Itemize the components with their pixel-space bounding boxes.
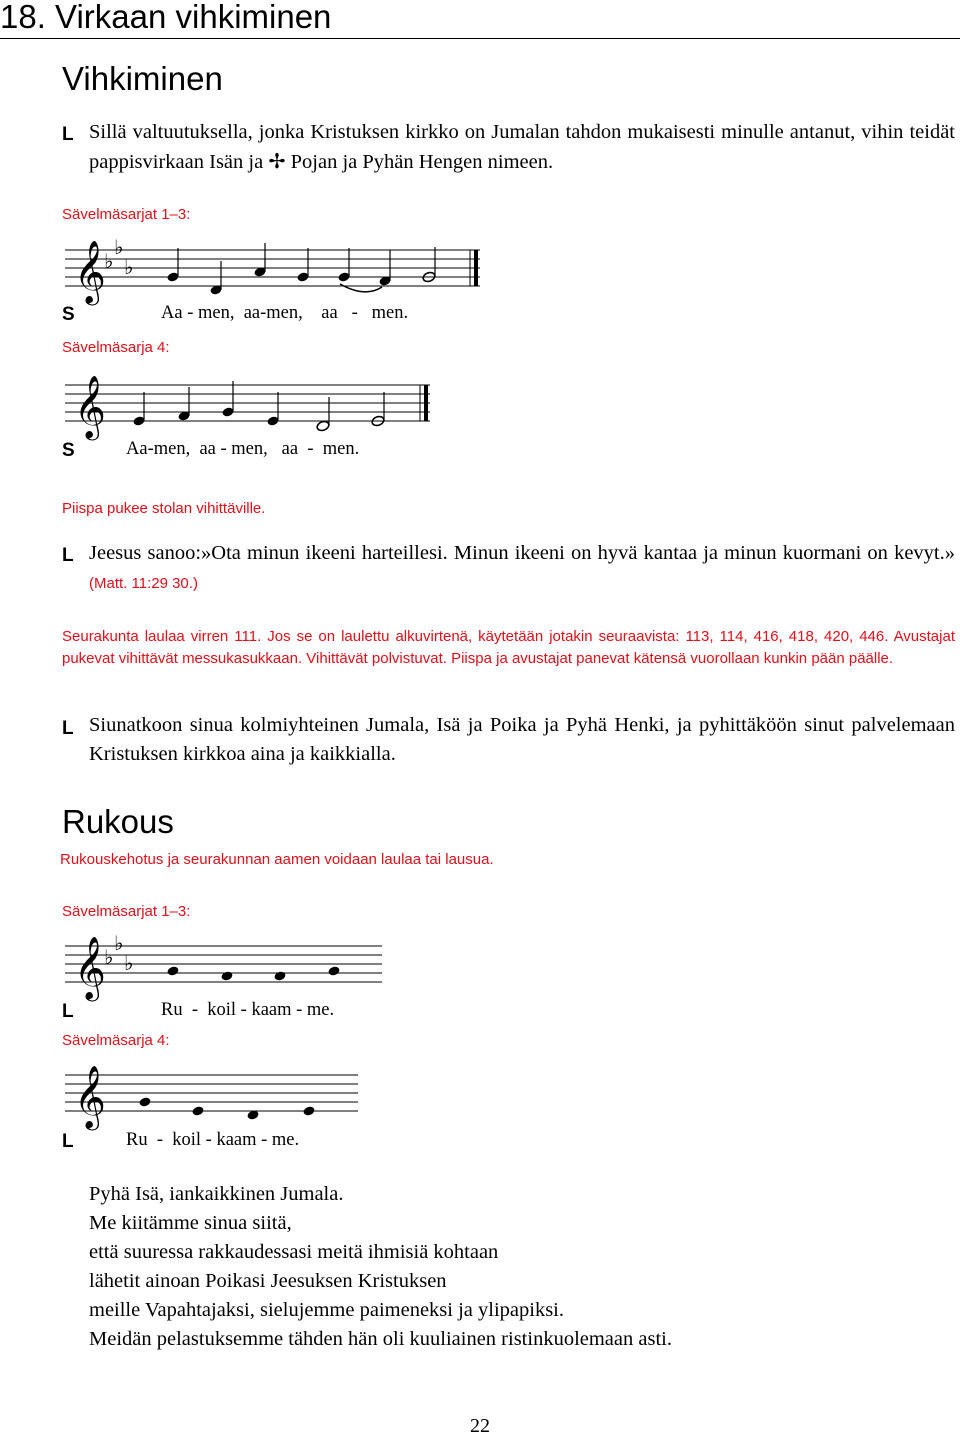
notes xyxy=(138,1096,315,1120)
blessing-text: Siunatkoon sinua kolmiyhteinen Jumala, Isä ja Poika ja Pyhä Henki, ja pyhittäköön sinut palvelemaan Kristuksen kirkkoa aina ja kaikkialla. xyxy=(89,714,955,765)
quote-text xyxy=(89,539,955,598)
role-marker-l: L xyxy=(62,545,74,566)
quote-body: Jeesus sanoo:»Ota minun ikeeni harteillesi. Minun ikeeni on hyvä kantaa ja minun kuormani on kevyt.» xyxy=(89,542,955,564)
lyrics-rukoilkaamme-2: Ru - koil - kaam - me. xyxy=(126,1130,300,1150)
melody-label: Sävelmäsarjat 1–3: xyxy=(62,903,191,920)
section-title-rukous: Rukous xyxy=(62,803,174,840)
music-staff-amen-1 xyxy=(60,232,490,312)
lyrics-amen-2: Aa-men, aa - men, aa - men. xyxy=(126,439,360,459)
role-marker-s: S xyxy=(62,440,75,461)
vow-text-part1: Sillä valtuutuksella, jonka Kristuksen kirkko on Jumalan tahdon mukaisesti minulle antanut, vihin teidät pappisvirkaan Isän ja xyxy=(89,121,955,173)
prayer-line: Me kiitämme sinua siitä, xyxy=(89,1212,292,1234)
music-staff-amen-2 xyxy=(60,368,440,448)
header-rule xyxy=(0,38,960,39)
rubric-hymn: Seurakunta laulaa virren 111. Jos se on laulettu alkuvirtenä, käytetään jotakin seuraavista: 113, 114, 416, 418, 420, 446. Avustajat pukevat vihittävät messukasukkaan. Vihittävät polvistuvat. Piispa ja avustajat panevat kätensä vuorollaan kunkin pään päälle. xyxy=(62,628,955,667)
role-marker-s: S xyxy=(62,304,75,325)
staff-lines xyxy=(65,385,430,421)
rubric-prayer: Rukouskehotus ja seurakunnan aamen voidaan laulaa tai lausua. xyxy=(60,851,494,868)
vow-text xyxy=(89,118,955,177)
staff-lines xyxy=(65,1075,358,1111)
flat-sign-icon: ♭ xyxy=(124,951,134,975)
prayer-line: meille Vapahtajaksi, sielujemme paimeneksi ja ylipapiksi. xyxy=(89,1299,564,1321)
music-staff-rukoilkaamme-1 xyxy=(60,928,390,1008)
flat-sign-icon: ♭ xyxy=(104,249,114,273)
role-marker-l: L xyxy=(62,1131,74,1152)
flat-sign-icon: ♭ xyxy=(104,945,114,969)
treble-clef-icon: 𝄞 xyxy=(74,936,106,999)
flat-sign-icon: ♭ xyxy=(114,931,124,955)
music-staff-rukoilkaamme-2 xyxy=(60,1058,370,1138)
lyrics-rukoilkaamme-1: Ru - koil - kaam - me. xyxy=(161,1000,335,1020)
prayer-line: Meidän pelastuksemme tähden hän oli kuuliainen ristinkuolemaan asti. xyxy=(89,1328,672,1350)
rubric-stole: Piispa pukee stolan vihittäville. xyxy=(62,500,266,517)
role-marker-l: L xyxy=(62,718,74,739)
prayer-text xyxy=(89,1180,672,1354)
treble-clef-icon: 𝄞 xyxy=(74,1065,106,1128)
section-title-vihkiminen: Vihkiminen xyxy=(62,60,223,97)
notes xyxy=(166,243,436,296)
treble-clef-icon: 𝄞 xyxy=(74,240,106,303)
prayer-line: Pyhä Isä, iankaikkinen Jumala. xyxy=(89,1183,344,1205)
cross-icon: ✢ xyxy=(268,149,286,173)
role-marker-l: L xyxy=(62,1001,74,1022)
treble-clef-icon: 𝄞 xyxy=(74,375,106,438)
melody-label: Sävelmäsarjat 1–3: xyxy=(62,206,191,223)
role-marker-l: L xyxy=(62,124,74,145)
melody-label: Sävelmäsarja 4: xyxy=(62,1032,170,1049)
flat-sign-icon: ♭ xyxy=(124,255,134,279)
lyrics-amen-1: Aa - men, aa-men, aa - men. xyxy=(161,303,409,323)
melody-label: Sävelmäsarja 4: xyxy=(62,339,170,356)
page-number: 22 xyxy=(470,1415,490,1437)
scripture-reference: (Matt. 11:29 30.) xyxy=(89,575,198,592)
vow-text-part2: Pojan ja Pyhän Hengen nimeen. xyxy=(290,151,554,173)
prayer-line: että suuressa rakkaudessasi meitä ihmisiä kohtaan xyxy=(89,1241,499,1263)
notes xyxy=(132,381,385,432)
prayer-line: lähetit ainoan Poikasi Jeesuksen Kristuksen xyxy=(89,1270,447,1292)
flat-sign-icon: ♭ xyxy=(114,235,124,259)
chapter-title: 18. Virkaan vihkiminen xyxy=(0,0,332,35)
